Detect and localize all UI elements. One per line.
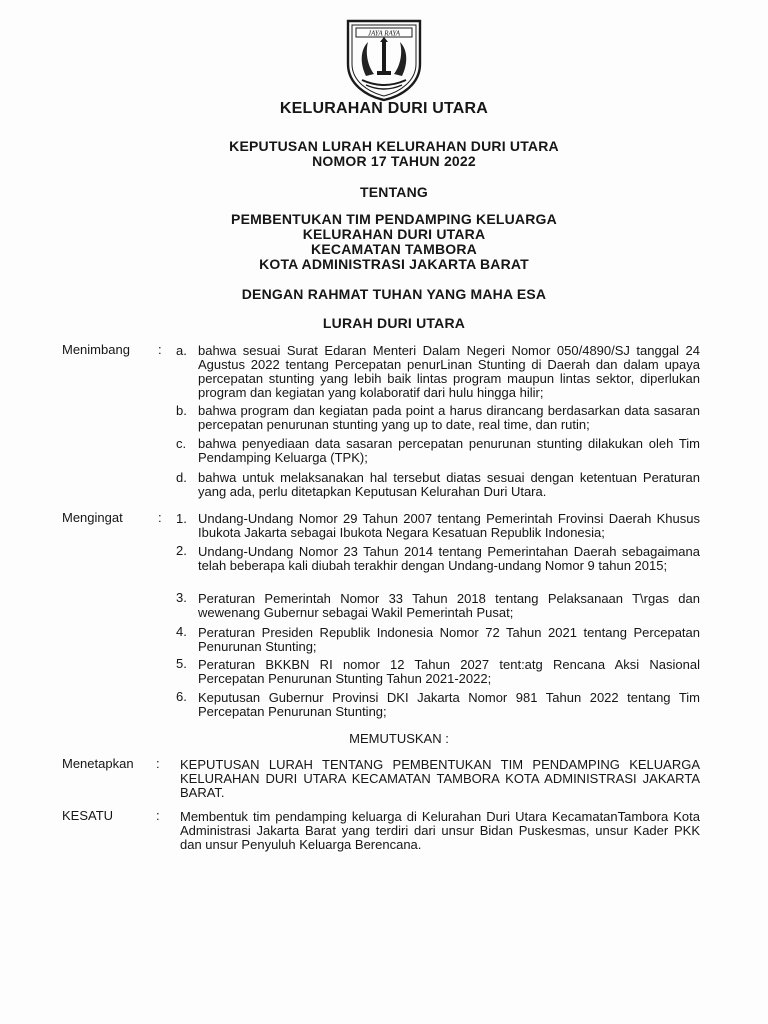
menimbang-item-mark: b. xyxy=(176,403,187,418)
menimbang-item-mark: a. xyxy=(176,343,187,358)
mengingat-colon: : xyxy=(158,510,162,525)
tentang-heading: TENTANG xyxy=(359,184,429,200)
mengingat-item-mark: 2. xyxy=(176,543,187,558)
decree-number: NOMOR 17 TAHUN 2022 xyxy=(312,153,476,169)
mengingat-item-mark: 3. xyxy=(176,590,187,605)
menimbang-colon: : xyxy=(158,342,162,357)
subject-line-2: KELURAHAN DURI UTARA xyxy=(302,226,486,242)
mengingat-item-text: Peraturan BKKBN RI nomor 12 Tahun 2027 tent:atg Rencana Aksi Nasional Percepatan Penurunan Stunting Tahun 2021-2022; xyxy=(198,657,700,686)
menimbang-item-text: bahwa penyediaan data sasaran percepatan penurunan stunting dilakukan oleh Tim Pendamping Keluarga (TPK); xyxy=(198,436,700,465)
menetapkan-label: Menetapkan xyxy=(62,756,134,771)
menimbang-item-text: bahwa untuk melaksanakan hal tersebut diatas sesuai dengan ketentuan Peraturan yang ada, perlu ditetapkan Keputusan Kelurahan Duri Utara. xyxy=(198,470,700,499)
kesatu-text: Membentuk tim pendamping keluarga di Kelurahan Duri Utara KecamatanTambora Kota Administrasi Jakarta Barat yang terdiri dari unsur Bidan Puskesmas, unsur Kader PKK dan unsur Penyuluh Keluarga Berencana. xyxy=(180,809,700,852)
menimbang-label: Menimbang xyxy=(62,342,130,357)
subject-line-3: KECAMATAN TAMBORA xyxy=(311,241,477,257)
jakarta-emblem-logo xyxy=(344,18,424,102)
official-heading: LURAH DURI UTARA xyxy=(322,315,466,331)
menimbang-item-mark: c. xyxy=(176,436,187,451)
mengingat-item-mark: 4. xyxy=(176,624,187,639)
menetapkan-colon: : xyxy=(156,756,160,771)
mengingat-item-text: Keputusan Gubernur Provinsi DKI Jakarta Nomor 981 Tahun 2022 tentang Tim Percepatan Penurunan Stunting; xyxy=(198,690,700,719)
menimbang-item-mark: d. xyxy=(176,470,187,485)
invocation-heading: DENGAN RAHMAT TUHAN YANG MAHA ESA xyxy=(241,286,547,302)
kelurahan-title: KELURAHAN DURI UTARA xyxy=(279,100,489,117)
mengingat-item-text: Peraturan Presiden Republik Indonesia Nomor 72 Tahun 2021 tentang Percepatan Penurunan Stunting; xyxy=(198,625,700,654)
kesatu-colon: : xyxy=(156,808,160,823)
svg-text:JAYA RAYA: JAYA RAYA xyxy=(367,29,401,38)
mengingat-item-mark: 6. xyxy=(176,689,187,704)
mengingat-item-mark: 5. xyxy=(176,656,187,671)
memutuskan-heading: MEMUTUSKAN : xyxy=(349,731,449,746)
subject-line-4: KOTA ADMINISTRASI JAKARTA BARAT xyxy=(259,256,529,272)
subject-line-1: PEMBENTUKAN TIM PENDAMPING KELUARGA xyxy=(231,211,557,227)
mengingat-item-text: Peraturan Pemerintah Nomor 33 Tahun 2018 tentang Pelaksanaan T\rgas dan wewenang Gubernur sebagai Wakil Pemerintah Pusat; xyxy=(198,591,700,620)
mengingat-label: Mengingat xyxy=(62,510,123,525)
mengingat-item-text: Undang-Undang Nomor 23 Tahun 2014 tentang Pemerintahan Daerah sebagaimana telah beberapa kali diubah terakhir dengan Undang-undang Nomor 9 tahun 2015; xyxy=(198,544,700,573)
menimbang-item-text: bahwa sesuai Surat Edaran Menteri Dalam Negeri Nomor 050/4890/SJ tanggal 24 Agustus 2022 tentang Percepatan penurLinan Stunting di Daerah dan dalam upaya percepatan stunting yang lebih baik lintas program maupun lintas sektor, diperlukan program dan kegiatan yang kolaboratif dari hulu hingga hilir; xyxy=(198,343,700,400)
menetapkan-text: KEPUTUSAN LURAH TENTANG PEMBENTUKAN TIM PENDAMPING KELUARGA KELURAHAN DURI UTARA KECAMATAN TAMBORA KOTA ADMINISTRASI JAKARTA BARAT. xyxy=(180,757,700,800)
mengingat-item-text: Undang-Undang Nomor 29 Tahun 2007 tentang Pemerintah Frovinsi Daerah Khusus Ibukota Jakarta sebagai Ibukota Negara Kesatuan Republik Indonesia; xyxy=(198,511,700,540)
kesatu-label: KESATU xyxy=(62,808,114,823)
mengingat-item-mark: 1. xyxy=(176,511,187,526)
menimbang-item-text: bahwa program dan kegiatan pada point a harus dirancang berdasarkan data sasaran percepatan penurunan stunting yang up to date, real time, dan rutin; xyxy=(198,403,700,432)
decree-title: KEPUTUSAN LURAH KELURAHAN DURI UTARA xyxy=(229,138,559,154)
